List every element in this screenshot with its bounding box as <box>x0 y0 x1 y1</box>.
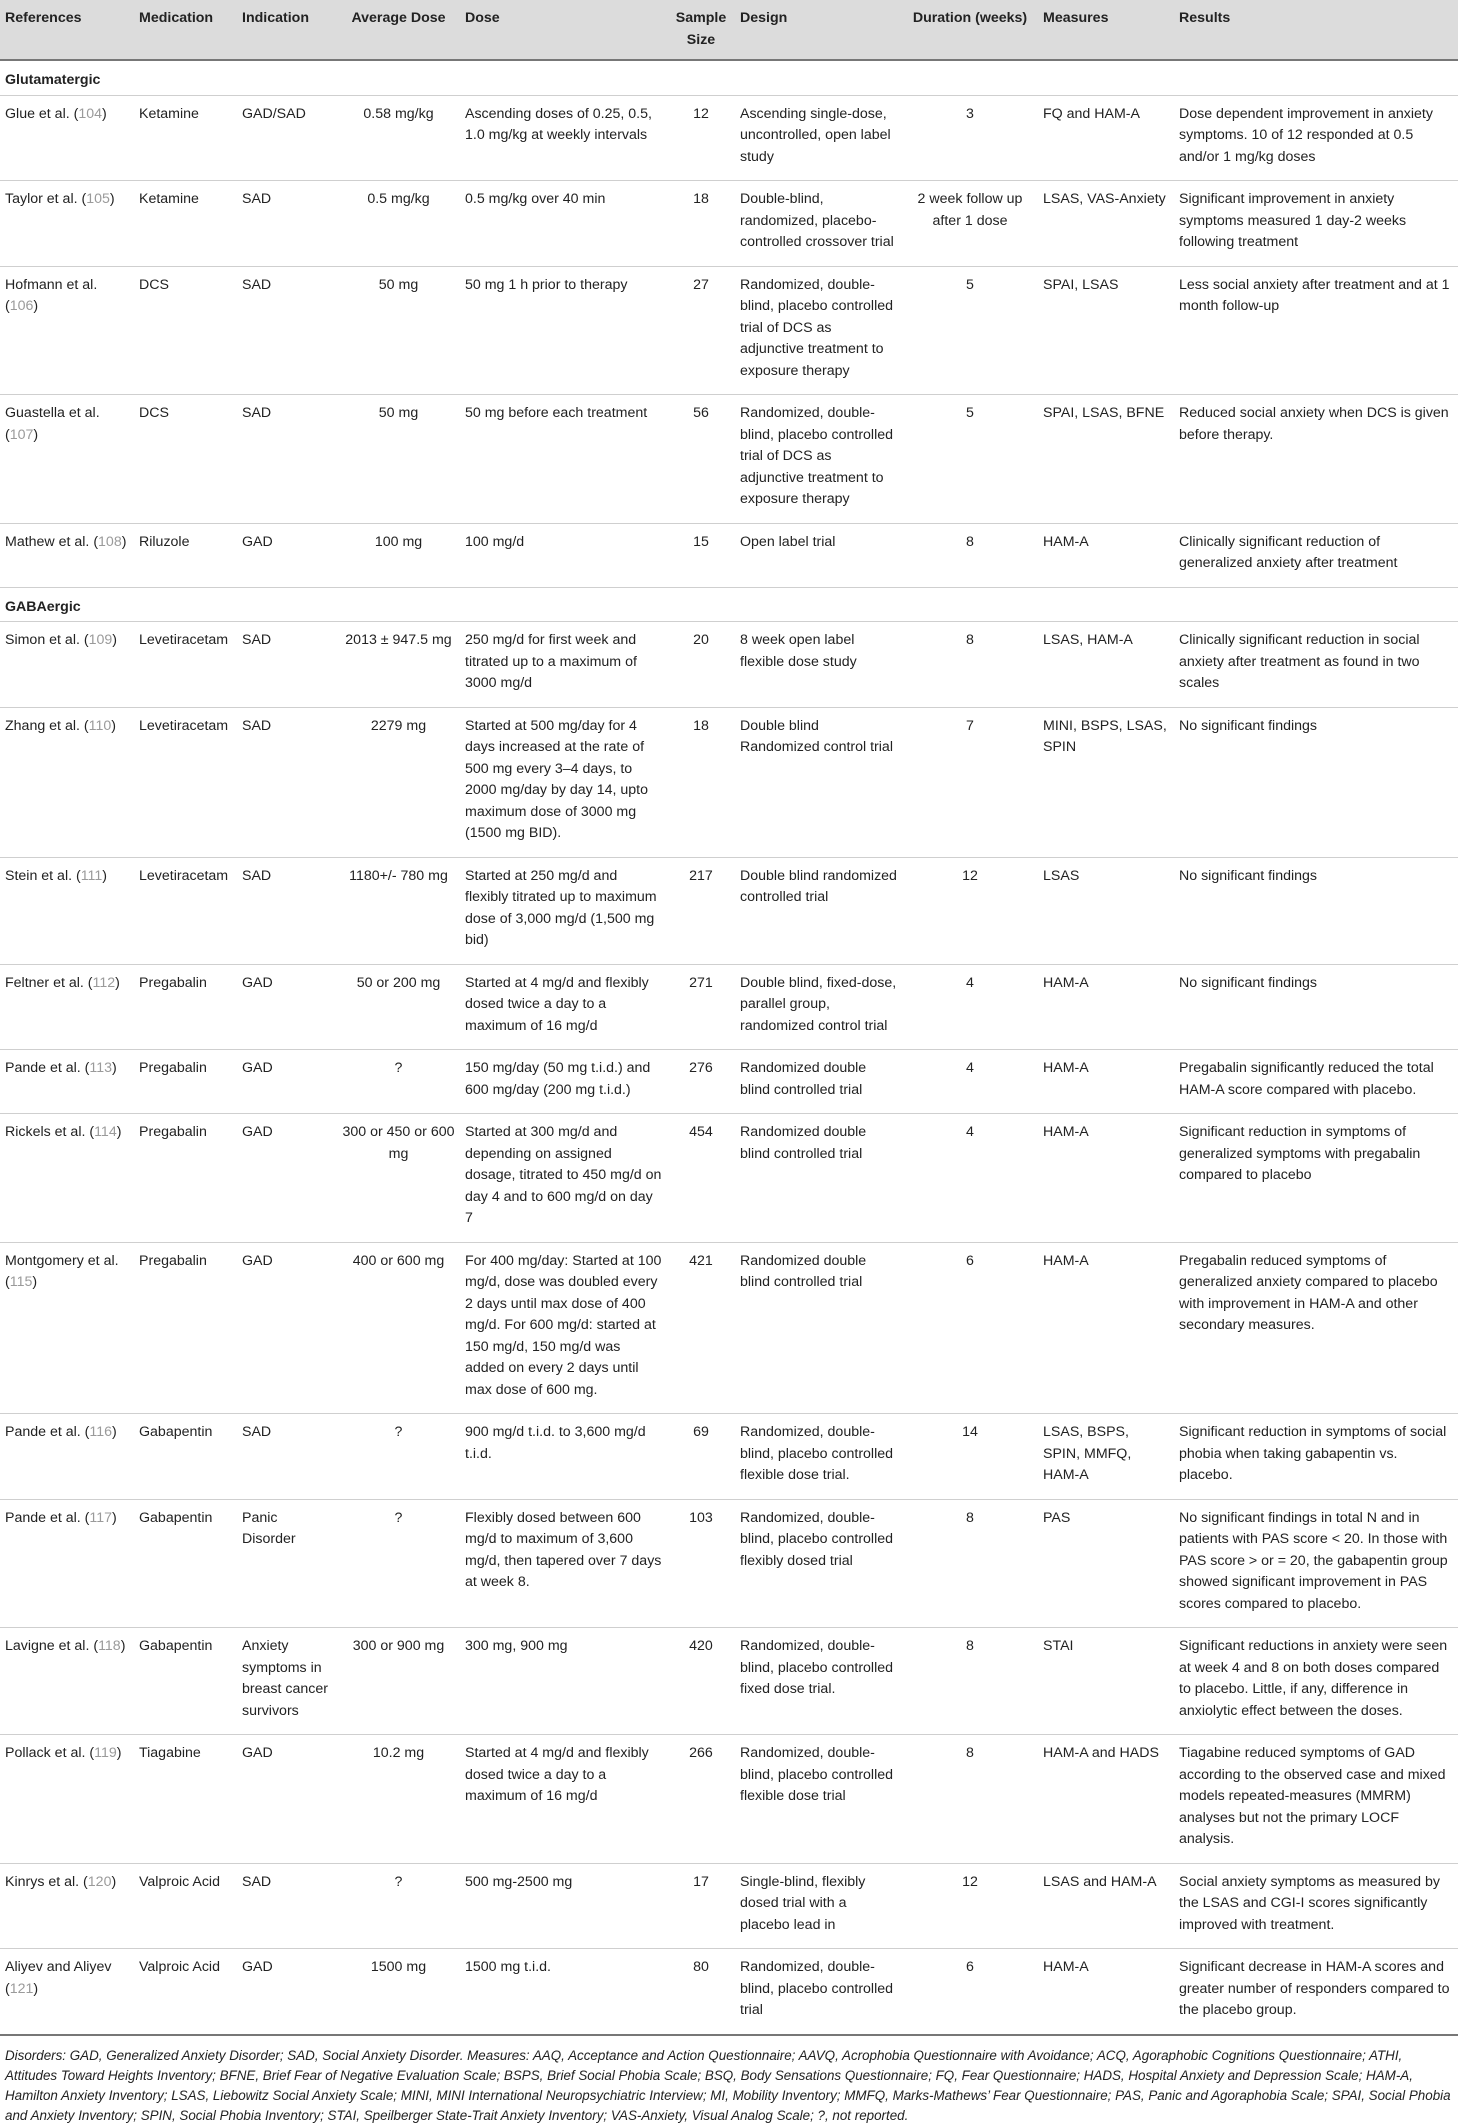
cell-reference: Guastella et al. (107) <box>0 395 134 524</box>
reference-number-link[interactable]: 120 <box>87 1873 112 1890</box>
cell-dose: 150 mg/day (50 mg t.i.d.) and 600 mg/day (200 mg t.i.d.) <box>460 1050 667 1114</box>
cell-average-dose: 300 or 450 or 600 mg <box>337 1114 460 1243</box>
cell-design: Double blind Randomized control trial <box>735 707 902 857</box>
reference-author: Kinrys et al. ( <box>5 1873 88 1890</box>
reference-author: Pande et al. ( <box>5 1509 90 1526</box>
cell-measures: HAM-A <box>1038 523 1174 587</box>
cell-average-dose: 1180+/- 780 mg <box>337 857 460 964</box>
cell-indication: SAD <box>237 622 337 708</box>
reference-number-link[interactable]: 116 <box>89 1424 113 1440</box>
cell-measures: HAM-A <box>1038 1949 1174 2035</box>
reference-author: Taylor et al. ( <box>5 191 87 207</box>
cell-duration: 3 <box>902 95 1038 181</box>
reference-author: Glue et al. ( <box>5 105 79 122</box>
cell-indication: Anxiety symptoms in breast cancer survivors <box>237 1628 337 1735</box>
cell-measures: HAM-A <box>1038 964 1174 1050</box>
table-row <box>0 1050 1458 1114</box>
reference-number-link[interactable]: 111 <box>80 867 103 884</box>
reference-number-link[interactable]: 114 <box>94 1124 117 1140</box>
cell-measures: HAM-A <box>1038 1242 1174 1414</box>
reference-author: Montgomery et al. ( <box>5 1252 119 1290</box>
table-row <box>0 181 1458 267</box>
cell-medication: Gabapentin <box>134 1499 237 1628</box>
cell-measures: FQ and HAM-A <box>1038 95 1174 181</box>
cell-sample-size: 20 <box>667 622 735 708</box>
header-duration: Duration (weeks) <box>912 10 1028 26</box>
reference-number-link[interactable]: 119 <box>94 1745 117 1761</box>
cell-duration: 8 <box>902 523 1038 587</box>
cell-medication: DCS <box>134 266 237 395</box>
cell-sample-size: 12 <box>667 95 735 181</box>
cell-sample-size: 18 <box>667 181 735 267</box>
cell-reference: Mathew et al. (108) <box>0 523 134 587</box>
table-body <box>0 60 1458 2035</box>
header-results: Results <box>1179 10 1231 26</box>
cell-duration: 8 <box>902 1628 1038 1735</box>
cell-average-dose: ? <box>337 1863 460 1949</box>
reference-number-link[interactable]: 113 <box>89 1060 113 1076</box>
cell-sample-size: 454 <box>667 1114 735 1243</box>
cell-medication: Pregabalin <box>134 1050 237 1114</box>
cell-design: Ascending single-dose, uncontrolled, open label study <box>735 95 902 181</box>
cell-average-dose: 1500 mg <box>337 1949 460 2035</box>
cell-results: No significant findings <box>1174 857 1458 964</box>
cell-measures: HAM-A <box>1038 1114 1174 1243</box>
cell-dose: 1500 mg t.i.d. <box>460 1949 667 2035</box>
cell-medication: Gabapentin <box>134 1628 237 1735</box>
cell-reference: Taylor et al. (105) <box>0 181 134 267</box>
cell-indication: GAD <box>237 1242 337 1414</box>
cell-measures: HAM-A and HADS <box>1038 1735 1174 1864</box>
cell-dose: Started at 250 mg/d and flexibly titrated up to maximum dose of 3,000 mg/d (1,500 mg bid) <box>460 857 667 964</box>
cell-duration: 6 <box>902 1949 1038 2035</box>
cell-sample-size: 69 <box>667 1414 735 1500</box>
table-row <box>0 266 1458 395</box>
header-measures: Measures <box>1043 10 1109 26</box>
cell-measures: STAI <box>1038 1628 1174 1735</box>
cell-design: Double blind, fixed-dose, parallel group, randomized control trial <box>735 964 902 1050</box>
reference-author: Hofmann et al. ( <box>5 276 98 314</box>
header-design: Design <box>740 10 788 26</box>
cell-duration: 14 <box>902 1414 1038 1500</box>
reference-number-link[interactable]: 109 <box>88 632 113 648</box>
cell-duration: 4 <box>902 1050 1038 1114</box>
table-footnote: Disorders: GAD, Generalized Anxiety Disorder; SAD, Social Anxiety Disorder. Measures: AAQ, Acceptance and Action Questionnaire; AAVQ, Acrophobia Questionnaire with Avoidance; ACQ, Agoraphobic Cognitions Questionnaire; ATHI, Attitudes Toward Heights Inventory; BFNE, Brief Fear of Negative Evaluation Scale; BSPS, Brief Social Phobia Scale; BSQ, Body Sensations Questionnaire; FQ, Fear Questionnaire; HADS, Hospital Anxiety and Depression Scale; HAM-A, Hamilton Anxiety Inventory; LSAS, Liebowitz Social Anxiety Scale; MINI, MINI International Neuropsychiatric Interview; MI, Mobility Inventory; MMFQ, Marks-Mathews’ Fear Questionnaire; PAS, Panic and Agoraphobia Scale; SPAI, Social Phobia and Anxiety Inventory; SPIN, Social Phobia Inventory; STAI, Speilberger State-Trait Anxiety Inventory; VAS-Anxiety, Visual Analog Scale; ?, not reported. <box>5 2047 1451 2123</box>
reference-author: Simon et al. ( <box>5 632 89 648</box>
cell-reference: Lavigne et al. (118) <box>0 1628 134 1735</box>
cell-duration: 8 <box>902 1735 1038 1864</box>
cell-indication: SAD <box>237 707 337 857</box>
cell-indication: SAD <box>237 395 337 524</box>
cell-duration: 12 <box>902 1863 1038 1949</box>
cell-reference: Pande et al. (113) <box>0 1050 134 1114</box>
cell-dose: Ascending doses of 0.25, 0.5, 1.0 mg/kg at weekly intervals <box>460 95 667 181</box>
reference-number-link[interactable]: 108 <box>98 533 122 550</box>
cell-dose: 100 mg/d <box>460 523 667 587</box>
cell-sample-size: 103 <box>667 1499 735 1628</box>
cell-medication: Levetiracetam <box>134 707 237 857</box>
cell-reference: Hofmann et al. (106) <box>0 266 134 395</box>
cell-average-dose: ? <box>337 1499 460 1628</box>
cell-indication: Panic Disorder <box>237 1499 337 1628</box>
cell-measures: PAS <box>1038 1499 1174 1628</box>
cell-design: Randomized, double-blind, placebo controlled flexibly dosed trial <box>735 1499 902 1628</box>
cell-sample-size: 217 <box>667 857 735 964</box>
cell-indication: SAD <box>237 181 337 267</box>
reference-number-link[interactable]: 112 <box>92 974 116 991</box>
table-row <box>0 622 1458 708</box>
cell-design: Randomized, double-blind, placebo controlled trial of DCS as adjunctive treatment to exposure therapy <box>735 395 902 524</box>
header-references: References <box>5 10 82 26</box>
reference-number-link[interactable]: 107 <box>9 426 34 443</box>
cell-average-dose: 300 or 900 mg <box>337 1628 460 1735</box>
cell-medication: Valproic Acid <box>134 1949 237 2035</box>
cell-medication: Levetiracetam <box>134 857 237 964</box>
cell-sample-size: 17 <box>667 1863 735 1949</box>
cell-dose: 50 mg before each treatment <box>460 395 667 524</box>
cell-duration: 4 <box>902 1114 1038 1243</box>
cell-measures: HAM-A <box>1038 1050 1174 1114</box>
reference-author: Pande et al. ( <box>5 1424 90 1440</box>
cell-measures: LSAS <box>1038 857 1174 964</box>
reference-author: Mathew et al. ( <box>5 533 99 550</box>
cell-results: Less social anxiety after treatment and at 1 month follow-up <box>1174 266 1458 395</box>
cell-results: Pregabalin reduced symptoms of generalized anxiety compared to placebo with improvement in HAM-A and other secondary measures. <box>1174 1242 1458 1414</box>
cell-sample-size: 27 <box>667 266 735 395</box>
table-row <box>0 523 1458 587</box>
cell-sample-size: 15 <box>667 523 735 587</box>
reference-author: Stein et al. ( <box>5 867 81 884</box>
cell-results: Pregabalin significantly reduced the total HAM-A score compared with placebo. <box>1174 1050 1458 1114</box>
cell-dose: Flexibly dosed between 600 mg/d to maximum of 3,600 mg/d, then tapered over 7 days at week 8. <box>460 1499 667 1628</box>
cell-measures: LSAS and HAM-A <box>1038 1863 1174 1949</box>
header-indication: Indication <box>242 10 309 26</box>
reference-author: Pande et al. ( <box>5 1060 90 1076</box>
cell-reference: Aliyev and Aliyev (121) <box>0 1949 134 2035</box>
cell-average-dose: 2279 mg <box>337 707 460 857</box>
cell-medication: Ketamine <box>134 181 237 267</box>
cell-dose: Started at 500 mg/day for 4 days increased at the rate of 500 mg every 3–4 days, to 2000 mg/day by day 14, upto maximum dose of 3000 mg (1500 mg BID). <box>460 707 667 857</box>
cell-indication: SAD <box>237 857 337 964</box>
cell-results: No significant findings in total N and in patients with PAS score < 20. In those with PAS score > or = 20, the gabapentin group showed significant improvement in PAS scores compared to placebo. <box>1174 1499 1458 1628</box>
cell-medication: Gabapentin <box>134 1414 237 1500</box>
cell-results: Clinically significant reduction in social anxiety after treatment as found in two scales <box>1174 622 1458 708</box>
cell-results: Tiagabine reduced symptoms of GAD according to the observed case and mixed models repeated-measures (MMRM) analyses but not the primary LOCF analysis. <box>1174 1735 1458 1864</box>
cell-average-dose: 100 mg <box>337 523 460 587</box>
cell-duration: 8 <box>902 622 1038 708</box>
cell-sample-size: 18 <box>667 707 735 857</box>
cell-indication: GAD/SAD <box>237 95 337 181</box>
reference-author: Zhang et al. ( <box>5 717 89 734</box>
cell-duration: 6 <box>902 1242 1038 1414</box>
header-medication: Medication <box>139 10 214 26</box>
cell-indication: GAD <box>237 1949 337 2035</box>
cell-design: Randomized double blind controlled trial <box>735 1050 902 1114</box>
cell-measures: LSAS, VAS-Anxiety <box>1038 181 1174 267</box>
cell-design: Randomized double blind controlled trial <box>735 1114 902 1243</box>
table-row <box>0 1863 1458 1949</box>
cell-medication: Tiagabine <box>134 1735 237 1864</box>
cell-sample-size: 420 <box>667 1628 735 1735</box>
cell-average-dose: ? <box>337 1414 460 1500</box>
cell-reference: Pande et al. (117) <box>0 1499 134 1628</box>
cell-results: Reduced social anxiety when DCS is given before therapy. <box>1174 395 1458 524</box>
cell-dose: 250 mg/d for first week and titrated up to a maximum of 3000 mg/d <box>460 622 667 708</box>
cell-measures: SPAI, LSAS <box>1038 266 1174 395</box>
cell-medication: Valproic Acid <box>134 1863 237 1949</box>
cell-sample-size: 80 <box>667 1949 735 2035</box>
cell-dose: Started at 4 mg/d and flexibly dosed twice a day to a maximum of 16 mg/d <box>460 964 667 1050</box>
reference-number-link[interactable]: 104 <box>78 105 103 122</box>
cell-design: Randomized double blind controlled trial <box>735 1242 902 1414</box>
cell-medication: Levetiracetam <box>134 622 237 708</box>
table-row <box>0 707 1458 857</box>
cell-results: Significant reduction in symptoms of generalized symptoms with pregabalin compared to placebo <box>1174 1114 1458 1243</box>
cell-sample-size: 271 <box>667 964 735 1050</box>
reference-number-link[interactable]: 105 <box>86 191 110 207</box>
cell-results: Dose dependent improvement in anxiety symptoms. 10 of 12 responded at 0.5 and/or 1 mg/kg doses <box>1174 95 1458 181</box>
cell-results: No significant findings <box>1174 964 1458 1050</box>
cell-medication: DCS <box>134 395 237 524</box>
cell-medication: Pregabalin <box>134 1242 237 1414</box>
cell-duration: 5 <box>902 395 1038 524</box>
cell-reference: Zhang et al. (110) <box>0 707 134 857</box>
cell-average-dose: 2013 ± 947.5 mg <box>337 622 460 708</box>
cell-duration: 8 <box>902 1499 1038 1628</box>
cell-measures: LSAS, HAM-A <box>1038 622 1174 708</box>
section-heading-row <box>0 587 1458 622</box>
cell-indication: SAD <box>237 1414 337 1500</box>
cell-design: Randomized, double-blind, placebo controlled trial <box>735 1949 902 2035</box>
cell-indication: GAD <box>237 523 337 587</box>
table-row <box>0 95 1458 181</box>
table-row <box>0 395 1458 524</box>
cell-indication: GAD <box>237 1050 337 1114</box>
cell-reference: Montgomery et al. (115) <box>0 1242 134 1414</box>
cell-sample-size: 276 <box>667 1050 735 1114</box>
cell-dose: 50 mg 1 h prior to therapy <box>460 266 667 395</box>
cell-results: Significant reductions in anxiety were seen at week 4 and 8 on both doses compared to placebo. Little, if any, difference in anxiolytic effect between the doses. <box>1174 1628 1458 1735</box>
cell-indication: SAD <box>237 266 337 395</box>
reference-author: Feltner et al. ( <box>5 974 93 991</box>
header-average-dose: Average Dose <box>351 10 446 26</box>
cell-indication: SAD <box>237 1863 337 1949</box>
cell-results: Significant improvement in anxiety symptoms measured 1 day-2 weeks following treatment <box>1174 181 1458 267</box>
cell-reference: Feltner et al. (112) <box>0 964 134 1050</box>
table-row <box>0 964 1458 1050</box>
cell-design: Double blind randomized controlled trial <box>735 857 902 964</box>
cell-reference: Stein et al. (111) <box>0 857 134 964</box>
cell-reference: Simon et al. (109) <box>0 622 134 708</box>
cell-medication: Ketamine <box>134 95 237 181</box>
cell-dose: 300 mg, 900 mg <box>460 1628 667 1735</box>
cell-design: Randomized, double-blind, placebo controlled flexible dose trial. <box>735 1414 902 1500</box>
cell-measures: SPAI, LSAS, BFNE <box>1038 395 1174 524</box>
cell-sample-size: 56 <box>667 395 735 524</box>
cell-reference: Kinrys et al. (120) <box>0 1863 134 1949</box>
reference-author: Rickels et al. ( <box>5 1124 95 1140</box>
cell-duration: 12 <box>902 857 1038 964</box>
section-heading: Glutamatergic <box>0 60 1458 95</box>
table-row <box>0 857 1458 964</box>
cell-dose: 0.5 mg/kg over 40 min <box>460 181 667 267</box>
cell-average-dose: ? <box>337 1050 460 1114</box>
cell-dose: 500 mg-2500 mg <box>460 1863 667 1949</box>
cell-measures: MINI, BSPS, LSAS, SPIN <box>1038 707 1174 857</box>
cell-results: Significant decrease in HAM-A scores and greater number of responders compared to the placebo group. <box>1174 1949 1458 2035</box>
table-row <box>0 1628 1458 1735</box>
reference-number-link[interactable]: 117 <box>89 1509 113 1526</box>
cell-results: Clinically significant reduction of generalized anxiety after treatment <box>1174 523 1458 587</box>
reference-number-link[interactable]: 110 <box>88 717 112 734</box>
table-row <box>0 1114 1458 1243</box>
cell-medication: Riluzole <box>134 523 237 587</box>
reference-author: Aliyev and Aliyev ( <box>5 1959 112 1997</box>
reference-number-link[interactable]: 115 <box>9 1274 33 1290</box>
cell-average-dose: 50 mg <box>337 266 460 395</box>
cell-duration: 2 week follow up after 1 dose <box>902 181 1038 267</box>
cell-dose: 900 mg/d t.i.d. to 3,600 mg/d t.i.d. <box>460 1414 667 1500</box>
cell-reference: Glue et al. (104) <box>0 95 134 181</box>
cell-average-dose: 400 or 600 mg <box>337 1242 460 1414</box>
cell-design: Open label trial <box>735 523 902 587</box>
header-dose: Dose <box>465 10 500 26</box>
cell-design: Randomized, double-blind, placebo controlled fixed dose trial. <box>735 1628 902 1735</box>
cell-indication: GAD <box>237 1735 337 1864</box>
cell-design: Single-blind, flexibly dosed trial with a placebo lead in <box>735 1863 902 1949</box>
cell-medication: Pregabalin <box>134 964 237 1050</box>
cell-dose: Started at 4 mg/d and flexibly dosed twice a day to a maximum of 16 mg/d <box>460 1735 667 1864</box>
reference-author: Guastella et al. ( <box>5 405 100 443</box>
reference-number-link[interactable]: 121 <box>9 1980 34 1997</box>
cell-average-dose: 0.58 mg/kg <box>337 95 460 181</box>
table-header-row <box>0 0 1458 60</box>
table-row <box>0 1499 1458 1628</box>
cell-reference: Rickels et al. (114) <box>0 1114 134 1243</box>
cell-dose: For 400 mg/day: Started at 100 mg/d, dose was doubled every 2 days until max dose of 400 mg/d. For 600 mg/d: started at 150 mg/d, 150 mg/d was added on every 2 days until max dose of 600 mg. <box>460 1242 667 1414</box>
reference-number-link[interactable]: 118 <box>98 1638 121 1654</box>
cell-sample-size: 421 <box>667 1242 735 1414</box>
cell-reference: Pande et al. (116) <box>0 1414 134 1500</box>
reference-author: Lavigne et al. ( <box>5 1638 99 1654</box>
cell-sample-size: 266 <box>667 1735 735 1864</box>
section-heading: GABAergic <box>0 587 1458 622</box>
cell-measures: LSAS, BSPS, SPIN, MMFQ, HAM-A <box>1038 1414 1174 1500</box>
table-row <box>0 1242 1458 1414</box>
cell-design: Randomized, double-blind, placebo controlled flexible dose trial <box>735 1735 902 1864</box>
cell-dose: Started at 300 mg/d and depending on assigned dosage, titrated to 450 mg/d on day 4 and to 600 mg/d on day 7 <box>460 1114 667 1243</box>
cell-duration: 5 <box>902 266 1038 395</box>
cell-medication: Pregabalin <box>134 1114 237 1243</box>
table-row <box>0 1735 1458 1864</box>
cell-average-dose: 0.5 mg/kg <box>337 181 460 267</box>
table-row <box>0 1949 1458 2035</box>
cell-design: 8 week open label flexible dose study <box>735 622 902 708</box>
cell-indication: GAD <box>237 1114 337 1243</box>
cell-average-dose: 50 or 200 mg <box>337 964 460 1050</box>
cell-results: Significant reduction in symptoms of social phobia when taking gabapentin vs. placebo. <box>1174 1414 1458 1500</box>
cell-average-dose: 10.2 mg <box>337 1735 460 1864</box>
cell-duration: 7 <box>902 707 1038 857</box>
reference-author: Pollack et al. ( <box>5 1745 95 1761</box>
cell-design: Double-blind, randomized, placebo-controlled crossover trial <box>735 181 902 267</box>
cell-indication: GAD <box>237 964 337 1050</box>
cell-design: Randomized, double-blind, placebo controlled trial of DCS as adjunctive treatment to exposure therapy <box>735 266 902 395</box>
cell-results: No significant findings <box>1174 707 1458 857</box>
cell-duration: 4 <box>902 964 1038 1050</box>
table-row <box>0 1414 1458 1500</box>
header-sample-size: Sample Size <box>675 10 727 48</box>
section-heading-row <box>0 60 1458 95</box>
cell-results: Social anxiety symptoms as measured by the LSAS and CGI-I scores significantly improved with treatment. <box>1174 1863 1458 1949</box>
reference-number-link[interactable]: 106 <box>9 298 34 314</box>
cell-average-dose: 50 mg <box>337 395 460 524</box>
cell-reference: Pollack et al. (119) <box>0 1735 134 1864</box>
